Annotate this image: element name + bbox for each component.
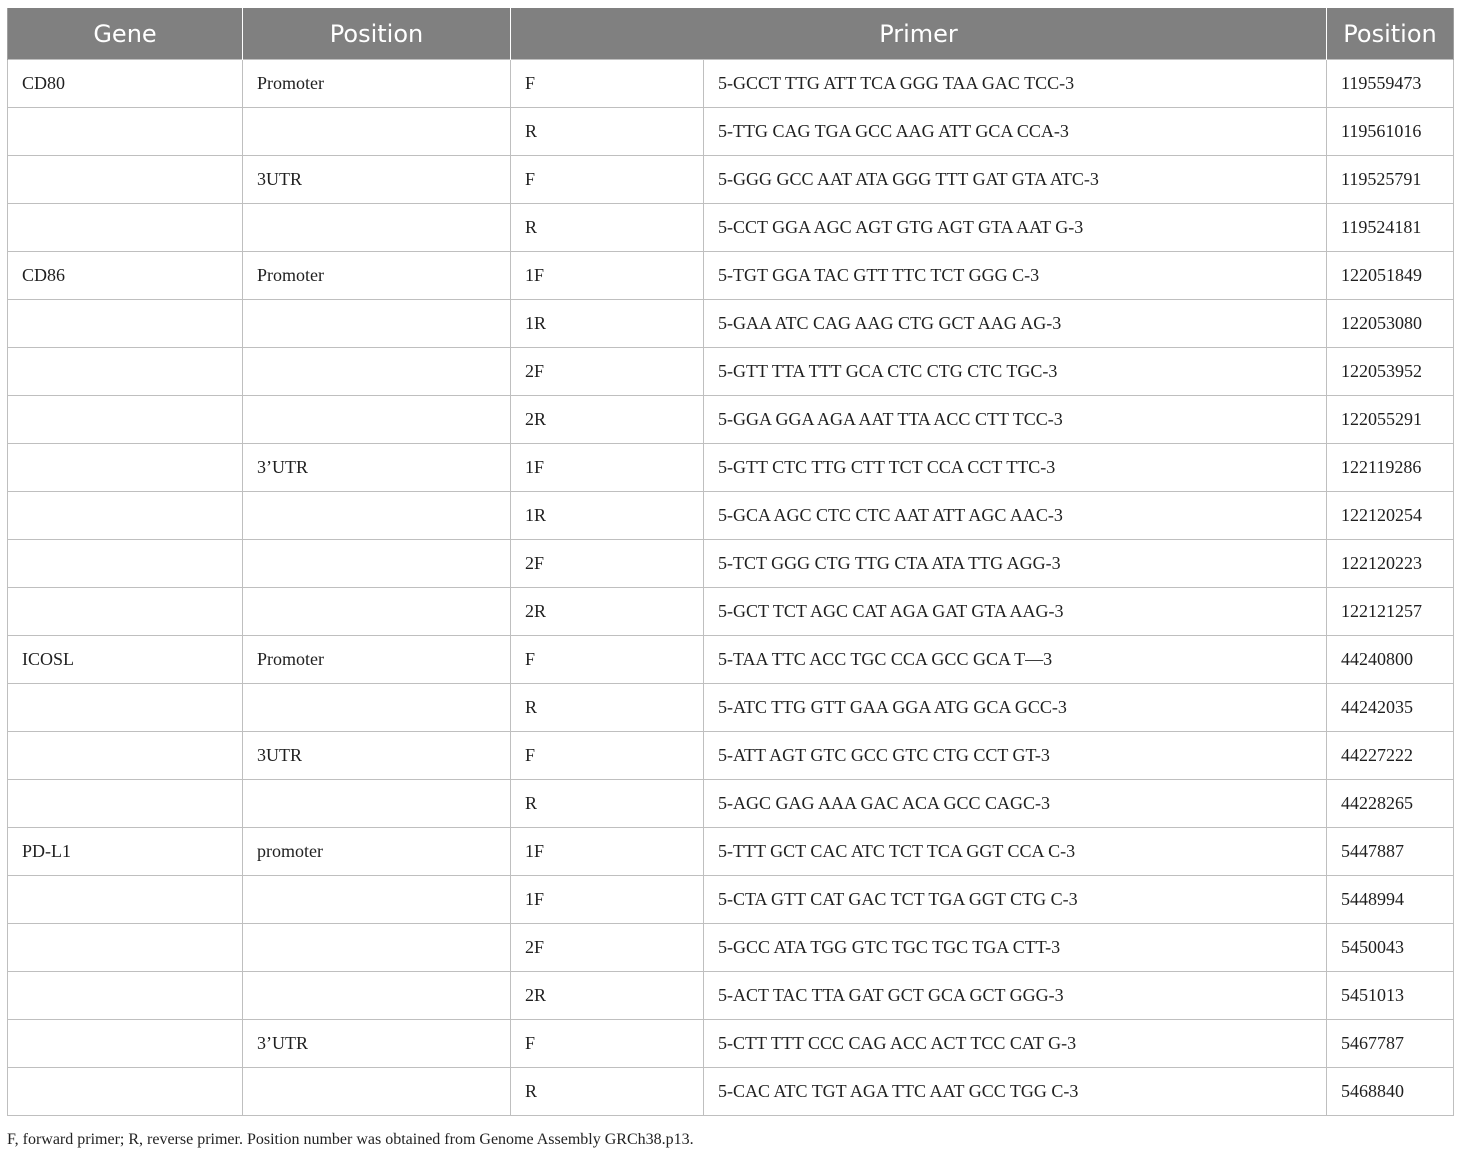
- table-row: [8, 828, 1454, 876]
- primer-sequence-cell: 5-AGC GAG AAA GAC ACA GCC CAGC-3: [704, 780, 1327, 828]
- table-row: [8, 924, 1454, 972]
- genomic-position-cell: 122120254: [1327, 492, 1454, 540]
- table-row: [8, 204, 1454, 252]
- region-cell: [243, 972, 511, 1020]
- genomic-position-cell: 5451013: [1327, 972, 1454, 1020]
- gene-cell: [8, 204, 243, 252]
- primer-sequence-cell: 5-ACT TAC TTA GAT GCT GCA GCT GGG-3: [704, 972, 1327, 1020]
- table-row: [8, 348, 1454, 396]
- table-row: [8, 108, 1454, 156]
- primer-direction-cell: F: [511, 60, 704, 108]
- gene-cell: [8, 780, 243, 828]
- primer-table-container: [7, 8, 1453, 1116]
- gene-cell: [8, 492, 243, 540]
- genomic-position-cell: 122053952: [1327, 348, 1454, 396]
- primer-sequence-cell: 5-TAA TTC ACC TGC CCA GCC GCA T—3: [704, 636, 1327, 684]
- gene-cell: [8, 588, 243, 636]
- genomic-position-cell: 44228265: [1327, 780, 1454, 828]
- primer-sequence-cell: 5-GTT CTC TTG CTT TCT CCA CCT TTC-3: [704, 444, 1327, 492]
- region-cell: Promoter: [243, 636, 511, 684]
- table-row: [8, 396, 1454, 444]
- table-row: [8, 1020, 1454, 1068]
- region-cell: Promoter: [243, 252, 511, 300]
- table-row: [8, 972, 1454, 1020]
- header-genomic-position: Position: [1327, 8, 1454, 60]
- primer-sequence-cell: 5-GAA ATC CAG AAG CTG GCT AAG AG-3: [704, 300, 1327, 348]
- region-cell: [243, 588, 511, 636]
- primer-direction-cell: R: [511, 684, 704, 732]
- primer-direction-cell: R: [511, 1068, 704, 1116]
- primer-sequence-cell: 5-TTG CAG TGA GCC AAG ATT GCA CCA-3: [704, 108, 1327, 156]
- table-row: [8, 1068, 1454, 1116]
- region-cell: [243, 492, 511, 540]
- primer-sequence-cell: 5-TTT GCT CAC ATC TCT TCA GGT CCA C-3: [704, 828, 1327, 876]
- genomic-position-cell: 122120223: [1327, 540, 1454, 588]
- region-cell: [243, 684, 511, 732]
- region-cell: [243, 540, 511, 588]
- primer-direction-cell: 2F: [511, 348, 704, 396]
- primer-sequence-cell: 5-CCT GGA AGC AGT GTG AGT GTA AAT G-3: [704, 204, 1327, 252]
- primer-sequence-cell: 5-GCC ATA TGG GTC TGC TGC TGA CTT-3: [704, 924, 1327, 972]
- primer-direction-cell: R: [511, 780, 704, 828]
- region-cell: 3UTR: [243, 732, 511, 780]
- table-row: [8, 252, 1454, 300]
- genomic-position-cell: 122121257: [1327, 588, 1454, 636]
- primer-direction-cell: 2F: [511, 924, 704, 972]
- region-cell: [243, 780, 511, 828]
- genomic-position-cell: 119525791: [1327, 156, 1454, 204]
- primer-direction-cell: 2R: [511, 396, 704, 444]
- gene-cell: [8, 348, 243, 396]
- primer-sequence-cell: 5-GCT TCT AGC CAT AGA GAT GTA AAG-3: [704, 588, 1327, 636]
- primer-sequence-cell: 5-CTA GTT CAT GAC TCT TGA GGT CTG C-3: [704, 876, 1327, 924]
- table-row: [8, 156, 1454, 204]
- gene-cell: PD-L1: [8, 828, 243, 876]
- table-row: [8, 300, 1454, 348]
- primer-direction-cell: 1F: [511, 876, 704, 924]
- genomic-position-cell: 5448994: [1327, 876, 1454, 924]
- gene-cell: [8, 972, 243, 1020]
- primer-direction-cell: 1F: [511, 828, 704, 876]
- gene-cell: [8, 108, 243, 156]
- region-cell: [243, 108, 511, 156]
- table-row: [8, 876, 1454, 924]
- genomic-position-cell: 5450043: [1327, 924, 1454, 972]
- genomic-position-cell: 5468840: [1327, 1068, 1454, 1116]
- primer-sequence-cell: 5-CTT TTT CCC CAG ACC ACT TCC CAT G-3: [704, 1020, 1327, 1068]
- primer-direction-cell: 2F: [511, 540, 704, 588]
- primer-sequence-cell: 5-TGT GGA TAC GTT TTC TCT GGG C-3: [704, 252, 1327, 300]
- table-row: [8, 636, 1454, 684]
- primer-direction-cell: 1F: [511, 444, 704, 492]
- gene-cell: [8, 876, 243, 924]
- primer-sequence-cell: 5-GGG GCC AAT ATA GGG TTT GAT GTA ATC-3: [704, 156, 1327, 204]
- gene-cell: [8, 684, 243, 732]
- table-header: [8, 8, 1454, 60]
- gene-cell: [8, 1020, 243, 1068]
- primer-direction-cell: F: [511, 636, 704, 684]
- gene-cell: [8, 1068, 243, 1116]
- primer-sequence-cell: 5-ATT AGT GTC GCC GTC CTG CCT GT-3: [704, 732, 1327, 780]
- primer-direction-cell: F: [511, 156, 704, 204]
- gene-cell: [8, 156, 243, 204]
- gene-cell: [8, 732, 243, 780]
- gene-cell: [8, 540, 243, 588]
- region-cell: [243, 876, 511, 924]
- primer-sequence-cell: 5-CAC ATC TGT AGA TTC AAT GCC TGG C-3: [704, 1068, 1327, 1116]
- genomic-position-cell: 44242035: [1327, 684, 1454, 732]
- primer-direction-cell: F: [511, 732, 704, 780]
- table-row: [8, 60, 1454, 108]
- header-position: Position: [243, 8, 511, 60]
- primer-sequence-cell: 5-GCA AGC CTC CTC AAT ATT AGC AAC-3: [704, 492, 1327, 540]
- region-cell: [243, 924, 511, 972]
- gene-cell: [8, 396, 243, 444]
- genomic-position-cell: 119559473: [1327, 60, 1454, 108]
- table-row: [8, 588, 1454, 636]
- primer-direction-cell: R: [511, 108, 704, 156]
- genomic-position-cell: 122053080: [1327, 300, 1454, 348]
- gene-cell: CD80: [8, 60, 243, 108]
- gene-cell: [8, 924, 243, 972]
- table-row: [8, 684, 1454, 732]
- primer-direction-cell: R: [511, 204, 704, 252]
- genomic-position-cell: 5447887: [1327, 828, 1454, 876]
- gene-cell: [8, 444, 243, 492]
- primer-direction-cell: 1F: [511, 252, 704, 300]
- primer-sequence-cell: 5-GTT TTA TTT GCA CTC CTG CTC TGC-3: [704, 348, 1327, 396]
- region-cell: [243, 348, 511, 396]
- table-row: [8, 780, 1454, 828]
- region-cell: Promoter: [243, 60, 511, 108]
- genomic-position-cell: 122119286: [1327, 444, 1454, 492]
- table-row: [8, 732, 1454, 780]
- gene-cell: CD86: [8, 252, 243, 300]
- region-cell: [243, 300, 511, 348]
- table-row: [8, 492, 1454, 540]
- primer-direction-cell: 2R: [511, 588, 704, 636]
- primer-sequence-cell: 5-TCT GGG CTG TTG CTA ATA TTG AGG-3: [704, 540, 1327, 588]
- genomic-position-cell: 44227222: [1327, 732, 1454, 780]
- table-row: [8, 540, 1454, 588]
- genomic-position-cell: 119524181: [1327, 204, 1454, 252]
- header-gene: Gene: [8, 8, 243, 60]
- region-cell: 3UTR: [243, 156, 511, 204]
- header-row: [8, 8, 1454, 60]
- table-row: [8, 444, 1454, 492]
- primer-direction-cell: 1R: [511, 492, 704, 540]
- primer-direction-cell: 2R: [511, 972, 704, 1020]
- region-cell: [243, 1068, 511, 1116]
- genomic-position-cell: 44240800: [1327, 636, 1454, 684]
- table-footnote: F, forward primer; R, reverse primer. Position number was obtained from Genome Assembly GRCh38.p13.: [7, 1131, 694, 1148]
- genomic-position-cell: 119561016: [1327, 108, 1454, 156]
- genomic-position-cell: 122051849: [1327, 252, 1454, 300]
- primer-table: [7, 8, 1454, 1116]
- gene-cell: [8, 300, 243, 348]
- region-cell: [243, 396, 511, 444]
- primer-sequence-cell: 5-GCCT TTG ATT TCA GGG TAA GAC TCC-3: [704, 60, 1327, 108]
- primer-sequence-cell: 5-GGA GGA AGA AAT TTA ACC CTT TCC-3: [704, 396, 1327, 444]
- genomic-position-cell: 122055291: [1327, 396, 1454, 444]
- gene-cell: ICOSL: [8, 636, 243, 684]
- genomic-position-cell: 5467787: [1327, 1020, 1454, 1068]
- primer-direction-cell: F: [511, 1020, 704, 1068]
- table-body: [8, 60, 1454, 1116]
- region-cell: [243, 204, 511, 252]
- primer-direction-cell: 1R: [511, 300, 704, 348]
- region-cell: promoter: [243, 828, 511, 876]
- region-cell: 3’UTR: [243, 1020, 511, 1068]
- header-primer: Primer: [511, 8, 1327, 60]
- primer-sequence-cell: 5-ATC TTG GTT GAA GGA ATG GCA GCC-3: [704, 684, 1327, 732]
- region-cell: 3’UTR: [243, 444, 511, 492]
